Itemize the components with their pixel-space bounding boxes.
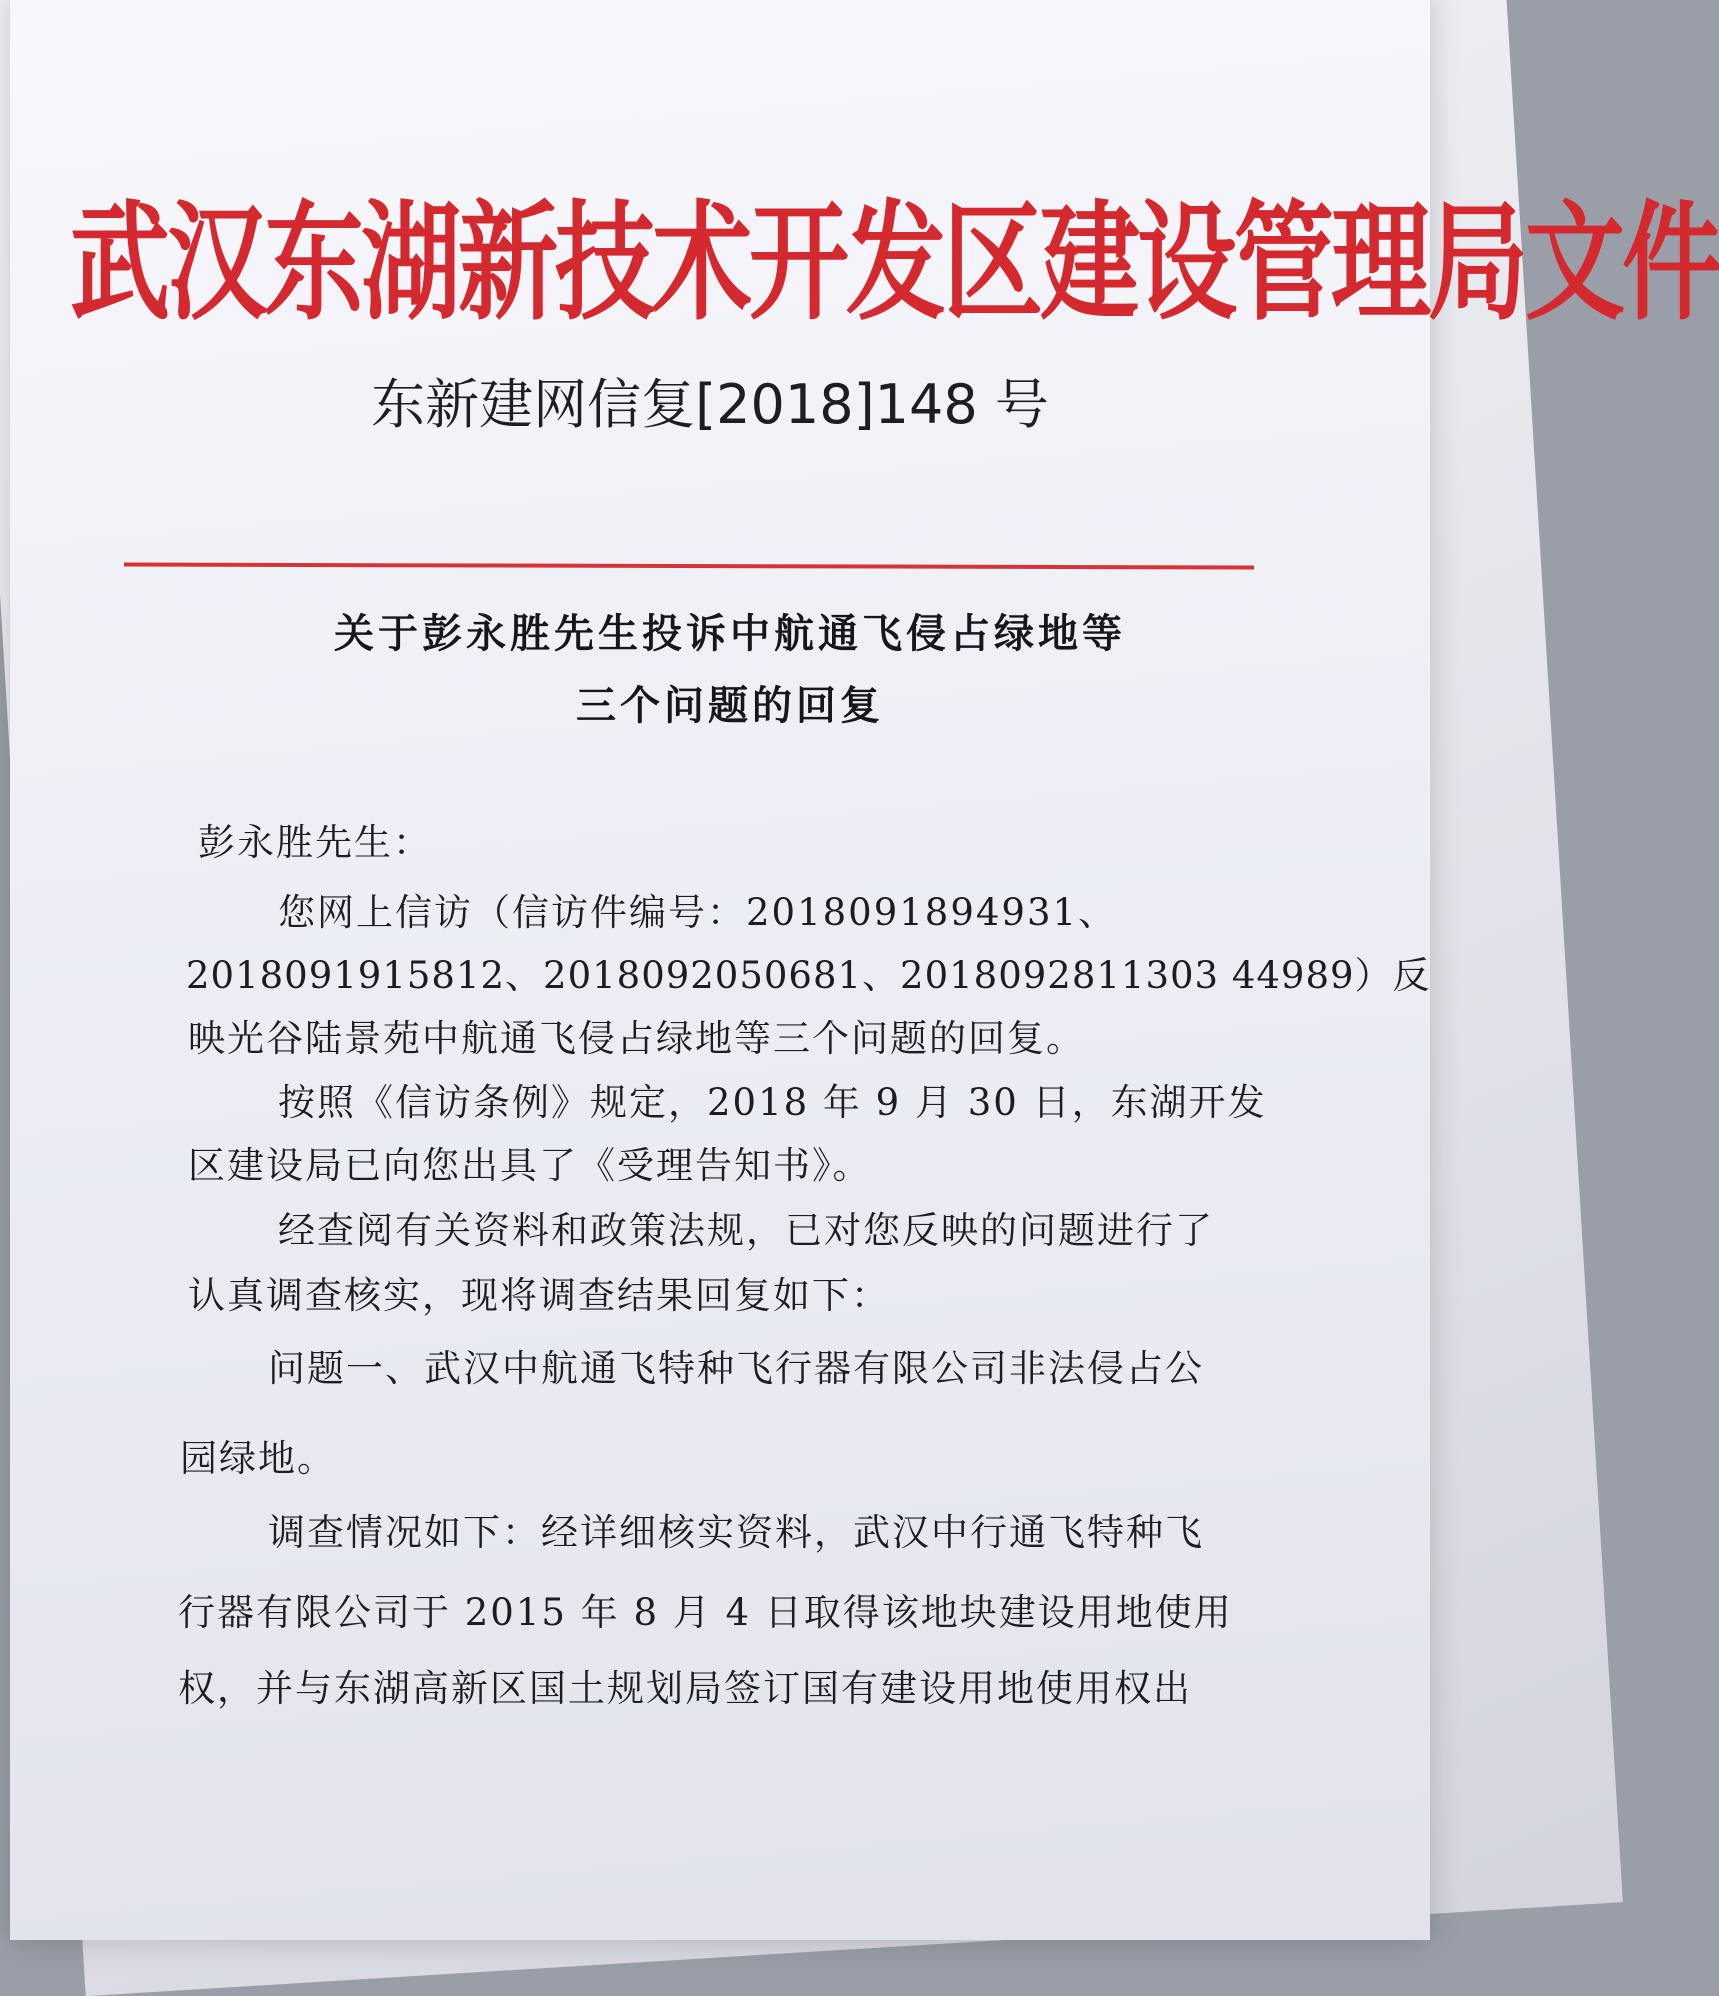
header-divider [124,563,1254,570]
body-line: 区建设局已向您出具了《受理告知书》。 [188,1144,872,1187]
body-line: 2018091915812、2018092050681、2018092811303 44989）反 [186,954,1431,997]
body-line: 调查情况如下：经详细核实资料，武汉中行通飞特种飞 [268,1511,1204,1554]
subject-line-1: 关于彭永胜先生投诉中航通飞侵占绿地等 [334,610,1126,657]
body-line: 映光谷陆景苑中航通飞侵占绿地等三个问题的回复。 [188,1017,1085,1060]
body-line: 您网上信访（信访件编号：2018091894931、 [278,891,1118,934]
body-line: 行器有限公司于 2015 年 8 月 4 日取得该地块建设用地使用 [178,1591,1233,1634]
salutation: 彭永胜先生： [198,821,432,864]
document-number: 东新建网信复[2018]148 号 [371,373,1049,436]
document-header-title: 武汉东湖新技术开发区建设管理局文件 [70,188,1719,338]
body-line: 权，并与东湖高新区国土规划局签订国有建设用地使用权出 [178,1667,1192,1710]
body-line: 园绿地。 [180,1437,336,1480]
body-line: 按照《信访条例》规定，2018 年 9 月 30 日，东湖开发 [278,1081,1267,1124]
document-page [10,0,1719,1940]
subject-line-2: 三个问题的回复 [576,682,884,729]
body-line: 问题一、武汉中航通飞特种飞行器有限公司非法侵占公 [268,1347,1204,1390]
body-line: 经查阅有关资料和政策法规，已对您反映的问题进行了 [278,1209,1214,1252]
body-line: 认真调查核实，现将调查结果回复如下： [188,1274,890,1317]
